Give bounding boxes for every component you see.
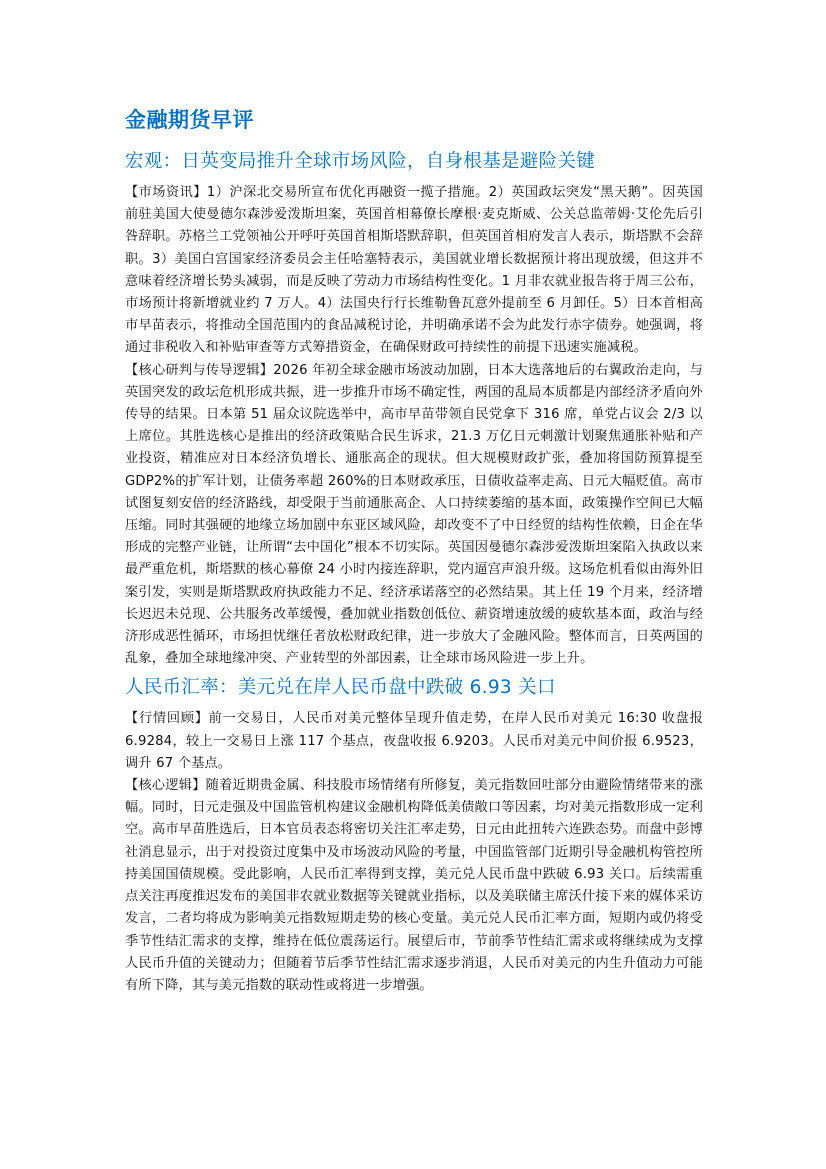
paragraph-market-review: 【行情回顾】前一交易日，人民币对美元整体呈现升值走势，在岸人民币对美元 16:30 收盘报 6.9284，较上一交易日上涨 117 个基点，夜盘收报 6.9203。人民币对美元中间价报 6.9523，调升 67 个基点。: [125, 711, 703, 771]
paragraph-market-news: 【市场资讯】1）沪深北交易所宣布优化再融资一揽子措施。2）英国政坛突发“黑天鹅”。因英国前驻美国大使曼德尔森涉爱泼斯坦案，英国首相幕僚长摩根·麦克斯威、公关总监蒂姆·艾伦先后引咎辞职。苏格兰工党领袖公开呼吁英国首相斯塔默辞职，但英国首相府发言人表示，斯塔默不会辞职。3）美国白宫国家经济委员会主任哈塞特表示，美国就业增长数据预计将出现放缓，但这并不意味着经济增长势头减弱，而是反映了劳动力市场结构性变化。1 月非农就业报告将于周三公布，市场预计将新增就业约 7 万人。4）法国央行行长维勒鲁瓦意外提前至 6 月卸任。5）日本首相高市早苗表示，将推动全国范围内的食品减税讨论，并明确承诺不会为此发行赤字债券。她强调，将通过非税收入和补贴审查等方式筹措资金，在确保财政可持续性的前提下迅速实施减税。: [125, 185, 703, 356]
document-title: 金融期货早评: [125, 108, 254, 132]
section-rmb-fx: [125, 674, 703, 997]
paragraph-core-analysis: 【核心研判与传导逻辑】2026 年初全球金融市场波动加剧，日本大选落地后的右翼政治走向，与英国突发的政坛危机形成共振，进一步推升市场不确定性，两国的乱局本质都是内部经济矛盾向外传导的结果。日本第 51 届众议院选举中，高市早苗带领自民党拿下 316 席，单党占议会 2/3 以上席位。其胜选核心是推出的经济政策贴合民生诉求，21.3 万亿日元刺激计划聚焦通胀补贴和产业投资，精准应对日本经济负增长、通胀高企的现状。但大规模财政扩张，叠加将国防预算提至 GDP2%的扩军计划，让债务率超 260%的日本财政承压，日债收益率走高、日元大幅贬值。高市试图复刻安倍的经济路线，却受限于当前通胀高企、人口持续萎缩的基本面，政策操作空间已大幅压缩。同时其强硬的地缘立场加剧中东亚区域风险，却改变不了中日经贸的结构性依赖，日企在华形成的完整产业链，让所谓“去中国化”根本不切实际。英国因曼德尔森涉爱泼斯坦案陷入执政以来最严重危机，斯塔默的核心幕僚 24 小时内接连辞职，党内逼宫声浪升级。这场危机看似由海外旧案引发，实则是斯塔默政府执政能力不足、经济承诺落空的必然结果。其上任 19 个月来，经济增长迟迟未兑现、公共服务改革缓慢，叠加就业指数创低位、薪资增速放缓的疲软基本面，政治与经济形成恶性循环，市场担忧继任者放松财政纪律，进一步放大了金融风险。整体而言，日英两国的乱象，叠加全球地缘冲突、产业转型的外部因素，让全球市场风险进一步上升。: [125, 362, 703, 667]
section-heading-rmb-fx: 人民币汇率：美元兑在岸人民币盘中跌破 6.93 关口: [125, 677, 556, 699]
paragraph-core-logic: 【核心逻辑】随着近期贵金属、科技股市场情绪有所修复，美元指数回吐部分由避险情绪带来的涨幅。同时，日元走强及中国监管机构建议金融机构降低美债敞口等因素，均对美元指数形成一定利空。高市早苗胜选后，日本官员表态将密切关注汇率走势，日元由此扭转六连跌态势。而盘中彭博社消息显示，出于对投资过度集中及市场波动风险的考量，中国监管部门近期引导金融机构管控所持美国国债规模。受此影响，人民币汇率得到支撑，美元兑人民币盘中跌破 6.93 关口。后续需重点关注再度推迟发布的美国非农就业数据等关键就业指标，以及美联储主席沃什接下来的媒体采访发言，二者均将成为影响美元指数短期走势的核心变量。美元兑人民币汇率方面，短期内或仍将受季节性结汇需求的支撑，维持在低位震荡运行。展望后市，节前季节性结汇需求或将继续成为支撑人民币升值的关键动力；但随着节后季节性结汇需求逐步消退，人民币对美元的内生升值动力可能有所下降，其与美元指数的联动性或将进一步增强。: [125, 778, 703, 993]
section-macro: [125, 148, 703, 670]
section-heading-macro: 宏观：日英变局推升全球市场风险，自身根基是避险关键: [125, 151, 596, 172]
document-content: [125, 104, 703, 997]
